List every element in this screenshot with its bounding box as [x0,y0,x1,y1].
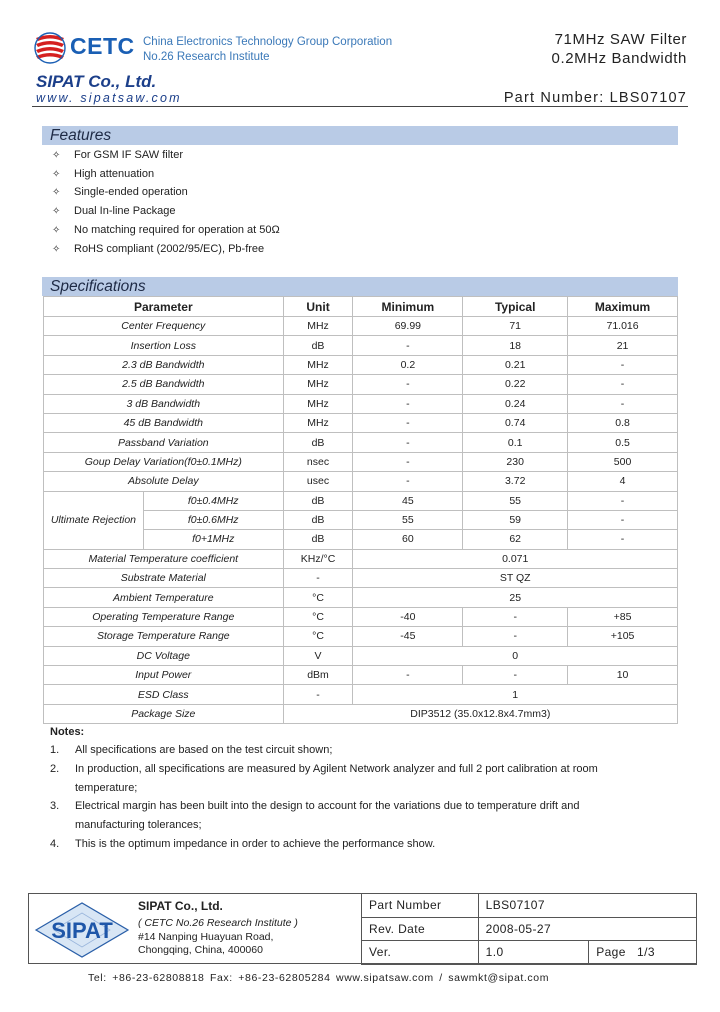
footer-address-line2: Chongqing, China, 400060 [138,944,263,956]
cetc-logo-text: CETC [70,33,135,59]
sipat-logo-icon [34,901,130,959]
note-item: 3. Electrical margin has been built into the design to account for the variations due to temperature drift and [50,800,580,812]
part-number: Part Number: LBS07107 [503,90,687,106]
note-item: 4. This is the optimum impedance in order to achieve the performance show. [50,838,436,850]
table-row: Ver. 1.0 Page 1/3 [362,941,697,965]
ultimate-rejection-label: Ultimate Rejection [44,491,144,549]
table-row: Rev. Date 2008-05-27 [362,917,697,941]
table-row: Ambient Temperature °C 25 [44,588,678,607]
bullet-icon: ✧ [52,225,61,236]
note-item-continued: temperature; [75,782,138,794]
col-header-minimum: Minimum [353,297,463,317]
footer-company: SIPAT Co., Ltd. [138,899,223,913]
table-row: Part Number LBS07107 [362,894,697,918]
table-row: Goup Delay Variation(f0±0.1MHz) nsec - 230 500 [44,452,678,471]
col-header-parameter: Parameter [44,297,284,317]
institute-name: No.26 Research Institute [143,51,270,63]
document-info-table [361,893,697,965]
col-header-unit: Unit [283,297,353,317]
table-row: Package Size DIP3512 (35.0x12.8x4.7mm3) [44,704,678,723]
note-item-continued: manufacturing tolerances; [75,819,202,831]
table-row: Operating Temperature Range °C -40 - +85 [44,607,678,626]
specifications-table [43,296,678,724]
page-number: 1/3 [637,945,655,960]
contact-line: Tel: +86-23-62808818 Fax: +86-23-62805284 www.sipatsaw.com / sawmkt@sipat.com [88,972,550,984]
bullet-icon: ✧ [52,244,61,255]
bullet-icon: ✧ [52,169,61,180]
table-row: 3 dB Bandwidth MHz - 0.24 - [44,394,678,413]
features-heading: Features [42,126,678,145]
note-item: 2. In production, all specifications are measured by Agilent Network analyzer and full 2 port calibration at room [50,763,598,775]
table-row: 45 dB Bandwidth MHz - 0.74 0.8 [44,413,678,432]
notes-heading: Notes: [50,726,85,738]
table-row: Insertion Loss dB - 18 21 [44,336,678,355]
col-header-typical: Typical [463,297,568,317]
feature-item: ✧ For GSM IF SAW filter [52,149,183,161]
website-link[interactable]: www. sipatsaw.com [36,91,182,105]
bullet-icon: ✧ [52,187,61,198]
corporation-name: China Electronics Technology Group Corporation [143,36,393,48]
feature-item: ✧ Dual In-line Package [52,205,176,217]
table-row: f0+1MHz dB 60 62 - [44,530,678,549]
table-row: ESD Class - 1 [44,685,678,704]
product-bandwidth: 0.2MHz Bandwidth [551,50,687,67]
note-item: 1. All specifications are based on the test circuit shown; [50,744,333,756]
page-label: Page [596,945,626,960]
bullet-icon: ✧ [52,206,61,217]
bullet-icon: ✧ [52,150,61,161]
table-row: Substrate Material - ST QZ [44,569,678,588]
table-row: 2.5 dB Bandwidth MHz - 0.22 - [44,375,678,394]
table-row: 2.3 dB Bandwidth MHz 0.2 0.21 - [44,355,678,374]
specifications-heading: Specifications [42,277,678,296]
footer-address-line1: #14 Nanping Huayuan Road, [138,931,274,943]
table-row: Storage Temperature Range °C -45 - +105 [44,627,678,646]
header-divider [32,106,688,107]
table-header-row [44,297,678,317]
footer-institute: ( CETC No.26 Research Institute ) [138,917,298,929]
table-row: Absolute Delay usec - 3.72 4 [44,472,678,491]
table-row: f0±0.6MHz dB 55 59 - [44,510,678,529]
feature-item: ✧ RoHS compliant (2002/95/EC), Pb-free [52,243,265,255]
sipat-logo-text: SIPAT [51,918,113,943]
feature-item: ✧ High attenuation [52,168,155,180]
company-name: SIPAT Co., Ltd. [36,72,157,91]
feature-item: ✧ Single-ended operation [52,186,188,198]
feature-item: ✧ No matching required for operation at 50Ω [52,224,280,236]
table-row: Material Temperature coefficient KHz/°C 0.071 [44,549,678,568]
table-row: Passband Variation dB - 0.1 0.5 [44,433,678,452]
table-row: Center Frequency MHz 69.99 71 71.016 [44,317,678,336]
table-row: Ultimate Rejection f0±0.4MHz dB 45 55 - [44,491,678,510]
table-row: DC Voltage V 0 [44,646,678,665]
product-title: 71MHz SAW Filter [554,31,687,48]
col-header-maximum: Maximum [568,297,678,317]
table-row: Input Power dBm - - 10 [44,666,678,685]
